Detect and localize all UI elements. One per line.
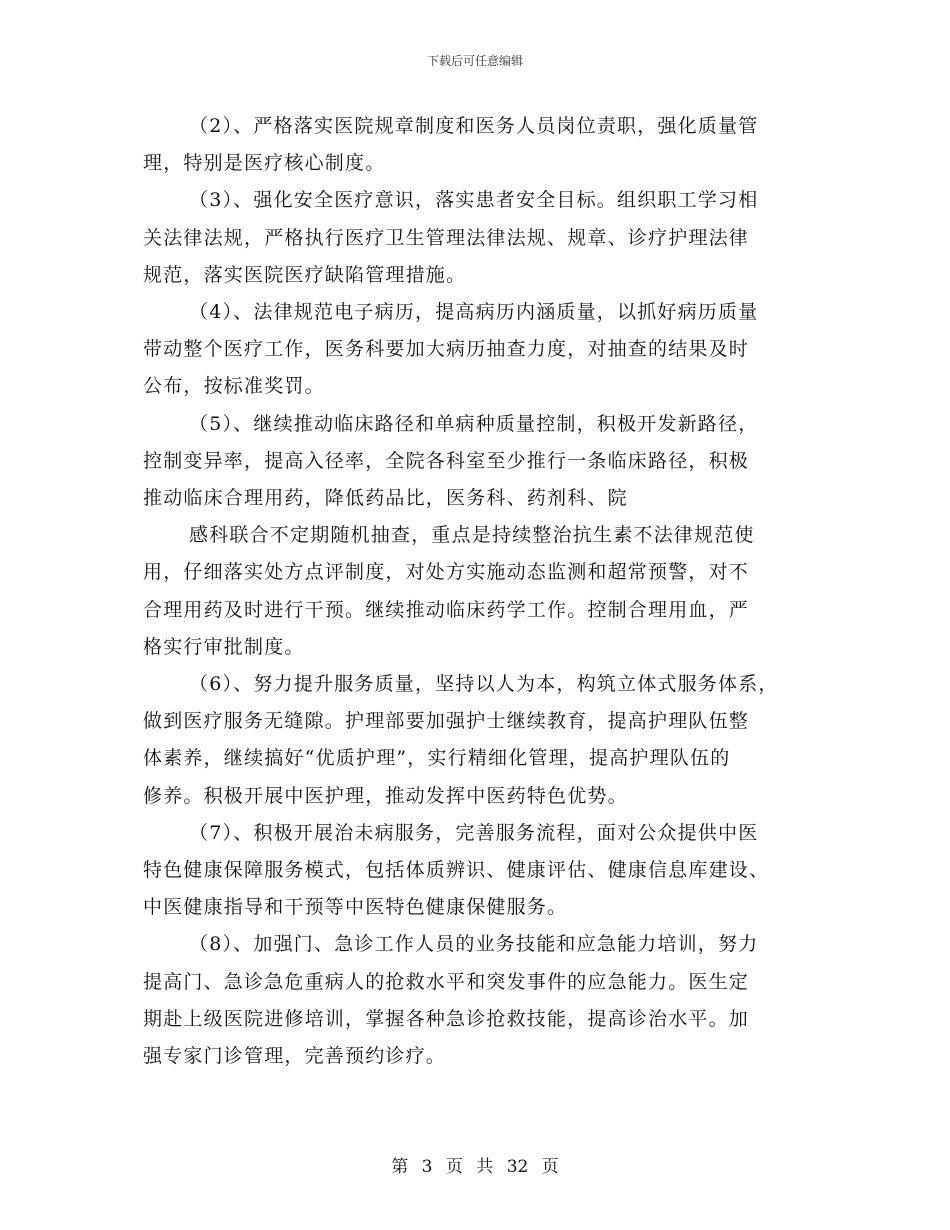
text-line: （2）、严格落实医院规章制度和医务人员岗位责职，强化质量管 — [189, 115, 759, 137]
footer-suffix: 页 — [541, 1157, 559, 1177]
text-line: （5）、继续推动临床路径和单病种质量控制，积极开发新路径， — [189, 412, 759, 435]
text-line: 中医健康指导和干预等中医特色健康保健服务。 — [143, 896, 568, 919]
text-line: 体素养，继续搞好“优质护理”，实行精细化管理，提高护理队伍的 — [143, 747, 731, 770]
text-line: 用，仔细落实处方点评制度，对处方实施动态监测和超常预警，对不 — [143, 561, 750, 584]
text-line: 控制变异率，提高入径率，全院各科室至少推行一条临床路径，积极 — [143, 449, 750, 472]
text-line: 期赴上级医院进修培训，掌握各种急诊抢救技能，提高诊治水平。加 — [143, 1007, 750, 1030]
text-line: 推动临床合理用药，降低药品比，医务科、药剂科、院 — [143, 487, 628, 510]
document-body — [143, 108, 818, 1075]
text-line: 公布，按标准奖罚。 — [143, 375, 325, 398]
text-line: 格实行审批制度。 — [143, 635, 305, 658]
text-line: 做到医疗服务无缝隙。护理部要加强护士继续教育，提高护理队伍整 — [143, 710, 750, 733]
current-page-number: 3 — [421, 1157, 433, 1177]
footer-of-word: 共 — [476, 1157, 494, 1177]
text-line: （8）、加强门、急诊工作人员的业务技能和应急能力培训，努力 — [189, 933, 759, 956]
paragraph-6 — [143, 666, 818, 815]
footer-page-word: 页 — [445, 1157, 463, 1177]
paragraph-7 — [143, 815, 818, 927]
text-line: （4）、法律规范电子病历，提高病历内涵质量，以抓好病历质量 — [189, 301, 759, 324]
footer-prefix: 第 — [391, 1157, 409, 1177]
text-line: 规范，落实医院医疗缺陷管理措施。 — [143, 263, 467, 286]
text-line: 感科联合不定期随机抽查，重点是持续整治抗生素不法律规范使 — [189, 524, 755, 547]
text-line: 理，特别是医疗核心制度。 — [143, 152, 386, 175]
text-line: 带动整个医疗工作，医务科要加大病历抽查力度，对抽查的结果及时 — [143, 338, 750, 361]
paragraph-8 — [143, 926, 818, 1075]
page-footer — [0, 1152, 950, 1177]
paragraph-3 — [143, 182, 818, 294]
paragraph-5-continued — [143, 517, 818, 666]
text-line: 关法律法规，严格执行医疗卫生管理法律法规、规章、诊疗护理法律 — [143, 226, 750, 249]
total-page-count: 32 — [506, 1157, 529, 1177]
text-line: 特色健康保障服务模式，包括体质辨识、健康评估、健康信息库建设、 — [143, 859, 770, 882]
page-header: 下载后可任意编辑 — [426, 54, 523, 68]
paragraph-2 — [143, 108, 818, 182]
text-line: （6）、努力提升服务质量，坚持以人为本，构筑立体式服务体系， — [189, 673, 779, 696]
text-line: 修养。积极开展中医护理，推动发挥中医药特色优势。 — [143, 784, 628, 807]
paragraph-4 — [143, 294, 818, 406]
text-line: 提高门、急诊急危重病人的抢救水平和突发事件的应急能力。医生定 — [143, 970, 750, 993]
text-line: 强专家门诊管理，完善预约诊疗。 — [143, 1045, 447, 1068]
paragraph-5 — [143, 406, 818, 518]
text-line: （7）、积极开展治未病服务，完善服务流程，面对公众提供中医 — [189, 821, 759, 844]
text-line: 合理用药及时进行干预。继续推动临床药学工作。控制合理用血，严 — [143, 598, 750, 621]
text-line: （3）、强化安全医疗意识，落实患者安全目标。组织职工学习相 — [189, 189, 759, 212]
